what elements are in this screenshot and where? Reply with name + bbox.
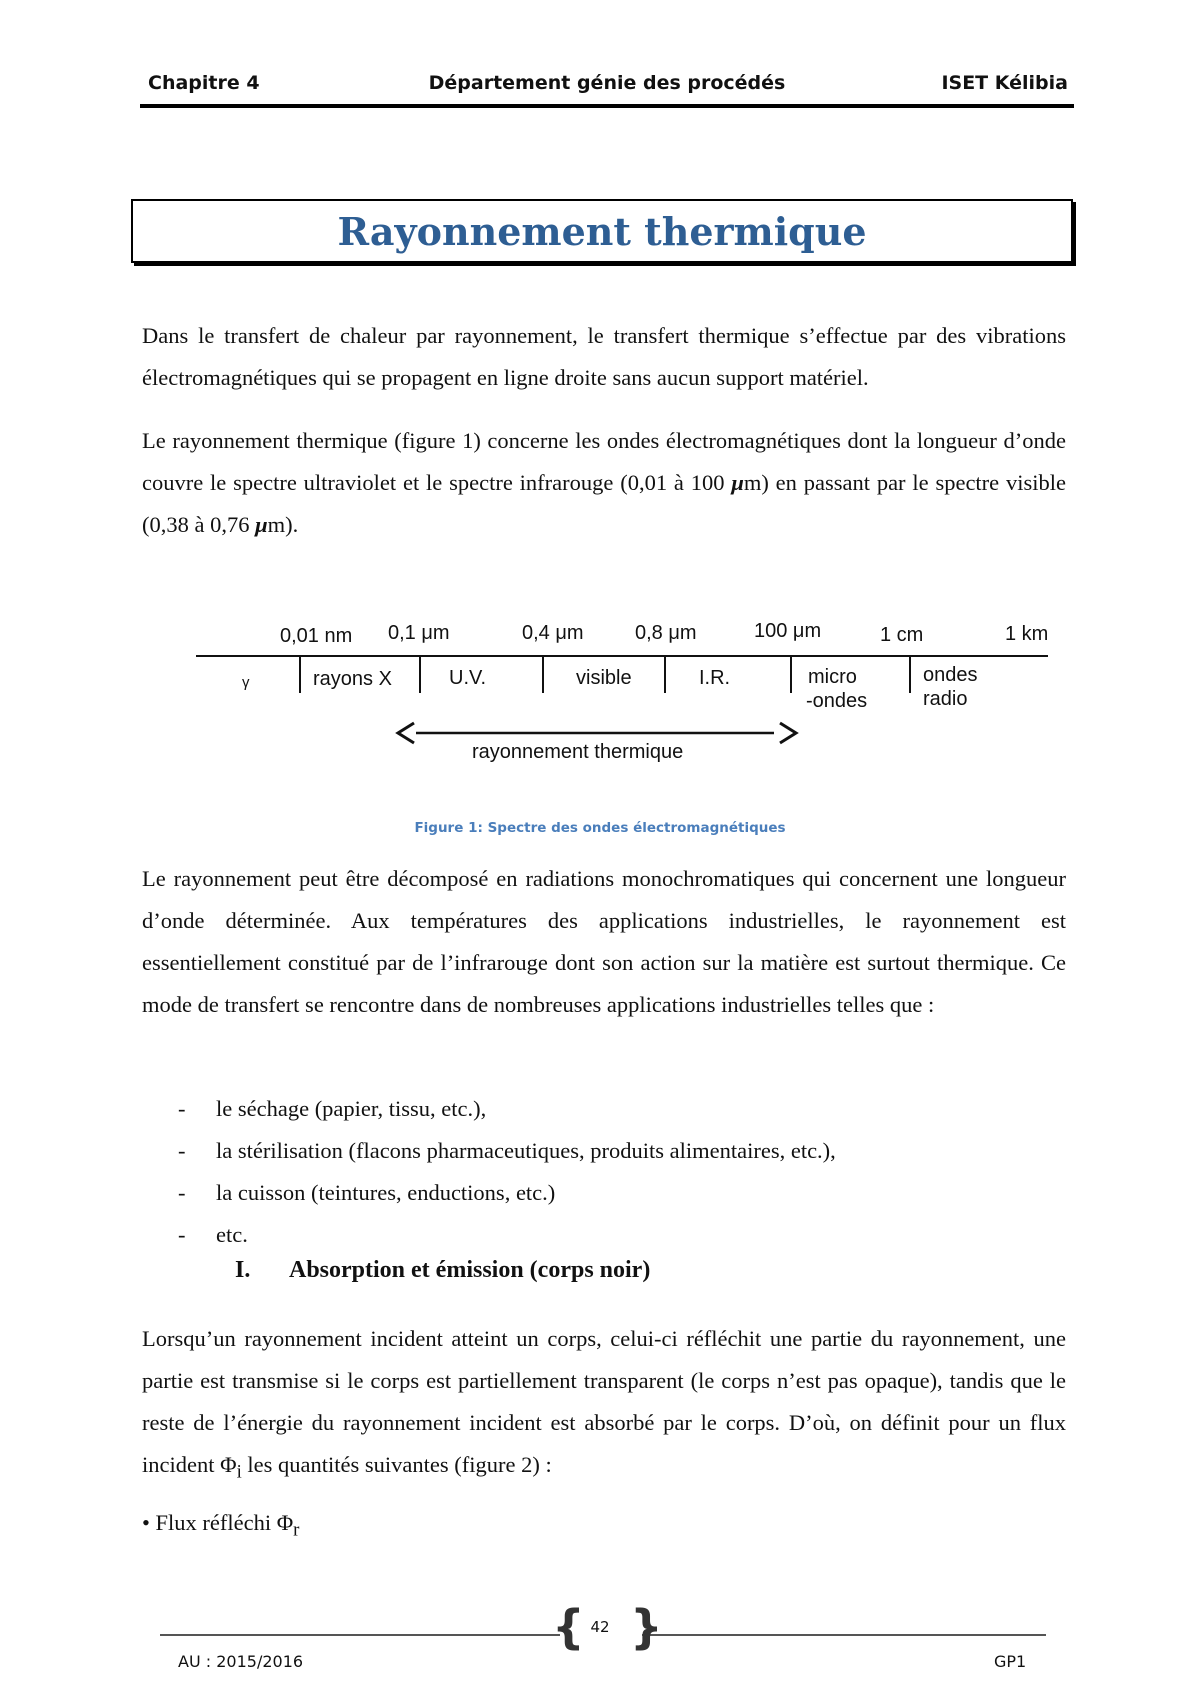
paragraph-thermal <box>142 420 1066 546</box>
page-number: 42 <box>590 1618 610 1636</box>
flux-symbol: Φ <box>220 1452 237 1477</box>
header-chapter: Chapitre 4 <box>148 72 260 94</box>
list-item <box>178 1130 836 1172</box>
paragraph-absorption-tail: les quantités suivantes (figure 2) : <box>241 1452 552 1477</box>
list-item <box>178 1172 836 1214</box>
band-xrays-label: rayons X <box>313 668 392 690</box>
footer-class: GP1 <box>994 1652 1027 1671</box>
section-title: Absorption et émission (corps noir) <box>289 1257 651 1283</box>
paragraph-absorption-text: Lorsqu’un rayonnement incident atteint un corps, celui-ci réfléchit une partie du rayonnement, une partie est transmise si le corps est partiellement transparent (le corps n’est pas opaque), tandis que le reste de l’énergie du rayonnement incident est absorbé par le corps. D’où, on définit pour un flux incident <box>142 1326 1066 1477</box>
wavelength-label: 0,4 μm <box>522 622 584 644</box>
wavelength-label: 1 km <box>1005 623 1049 645</box>
list-item <box>178 1088 836 1130</box>
band-visible-label: visible <box>576 667 632 689</box>
wavelength-label: 0,8 μm <box>635 622 697 644</box>
footer-rule-right <box>642 1634 1046 1636</box>
applications-list <box>178 1088 836 1256</box>
paragraph-thermal-part1: Le rayonnement thermique (figure 1) concerne les ondes électromagnétiques dont la longueur d’onde couvre le spectre ultraviolet et le spectre infrarouge (0,01 à 100 <box>142 428 1066 495</box>
section-number: I. <box>235 1257 251 1283</box>
band-radio-label-1: ondes <box>923 664 978 686</box>
wavelength-label: 0,01 nm <box>280 625 353 647</box>
flux-reflected-item <box>142 1510 299 1542</box>
flux-subscript: i <box>236 1461 242 1483</box>
mu-symbol: μ <box>255 512 268 537</box>
left-brace-icon: { <box>552 1600 585 1654</box>
mu-symbol: μ <box>731 470 744 495</box>
paragraph-thermal-part2: m) en passant par le spectre visible (0,38 à 0,76 <box>142 470 1066 537</box>
section-heading <box>235 1257 650 1284</box>
title-box <box>131 199 1073 263</box>
band-uv-label: U.V. <box>449 667 487 689</box>
list-item-text: etc. <box>216 1222 248 1247</box>
band-gamma-label: γ <box>242 674 250 691</box>
list-item-text: la cuisson (teintures, enductions, etc.) <box>216 1180 556 1205</box>
thermal-range-label: rayonnement thermique <box>472 741 684 763</box>
list-item-text: le séchage (papier, tissu, etc.), <box>216 1096 487 1121</box>
page-title: Rayonnement thermique <box>337 208 867 254</box>
band-radio-label-2: radio <box>923 688 968 710</box>
list-marker: - <box>178 1222 186 1247</box>
header-department: Département génie des procédés <box>428 72 786 94</box>
band-ir-label: I.R. <box>699 667 731 689</box>
wavelength-label: 0,1 μm <box>388 622 450 644</box>
flux-subscript: r <box>293 1519 300 1541</box>
right-brace-icon: } <box>630 1600 663 1654</box>
wavelength-label: 1 cm <box>880 624 924 646</box>
arrow-left-icon <box>398 723 414 743</box>
footer-rule-left <box>160 1634 560 1636</box>
arrow-right-icon <box>780 723 796 743</box>
paragraph-absorption <box>142 1318 1066 1494</box>
paragraph-thermal-part3: m). <box>267 512 299 537</box>
header-rule <box>140 104 1074 108</box>
header-institution: ISET Kélibia <box>941 72 1068 94</box>
band-micro-label-2: -ondes <box>806 690 868 712</box>
flux-reflected-text: • Flux réfléchi <box>142 1510 277 1535</box>
footer-academic-year: AU : 2015/2016 <box>178 1652 304 1671</box>
wavelength-label: 100 μm <box>754 620 822 642</box>
page-header <box>140 68 1074 98</box>
footer-page-number <box>562 1600 638 1660</box>
list-item-text: la stérilisation (flacons pharmaceutiques, produits alimentaires, etc.), <box>216 1138 836 1163</box>
spectrum-figure <box>190 605 1070 785</box>
list-marker: - <box>178 1096 186 1121</box>
flux-symbol: Φ <box>276 1510 294 1535</box>
paragraph-monochromatic: Le rayonnement peut être décomposé en radiations monochromatiques qui concernent une longueur d’onde déterminée. Aux températures des applications industrielles, le rayonnement est essentiellement constitué par de l’infrarouge dont son action sur la matière est surtout thermique. Ce mode de transfert se rencontre dans de nombreuses applications industrielles telles que : <box>142 866 1066 1017</box>
figure-caption: Figure 1: Spectre des ondes électromagnétiques <box>414 820 786 836</box>
list-item <box>178 1214 836 1256</box>
list-marker: - <box>178 1180 186 1205</box>
paragraph-intro: Dans le transfert de chaleur par rayonnement, le transfert thermique s’effectue par des vibrations électromagnétiques qui se propagent en ligne droite sans aucun support matériel. <box>142 323 1066 390</box>
band-micro-label-1: micro <box>808 666 857 688</box>
list-marker: - <box>178 1138 186 1163</box>
